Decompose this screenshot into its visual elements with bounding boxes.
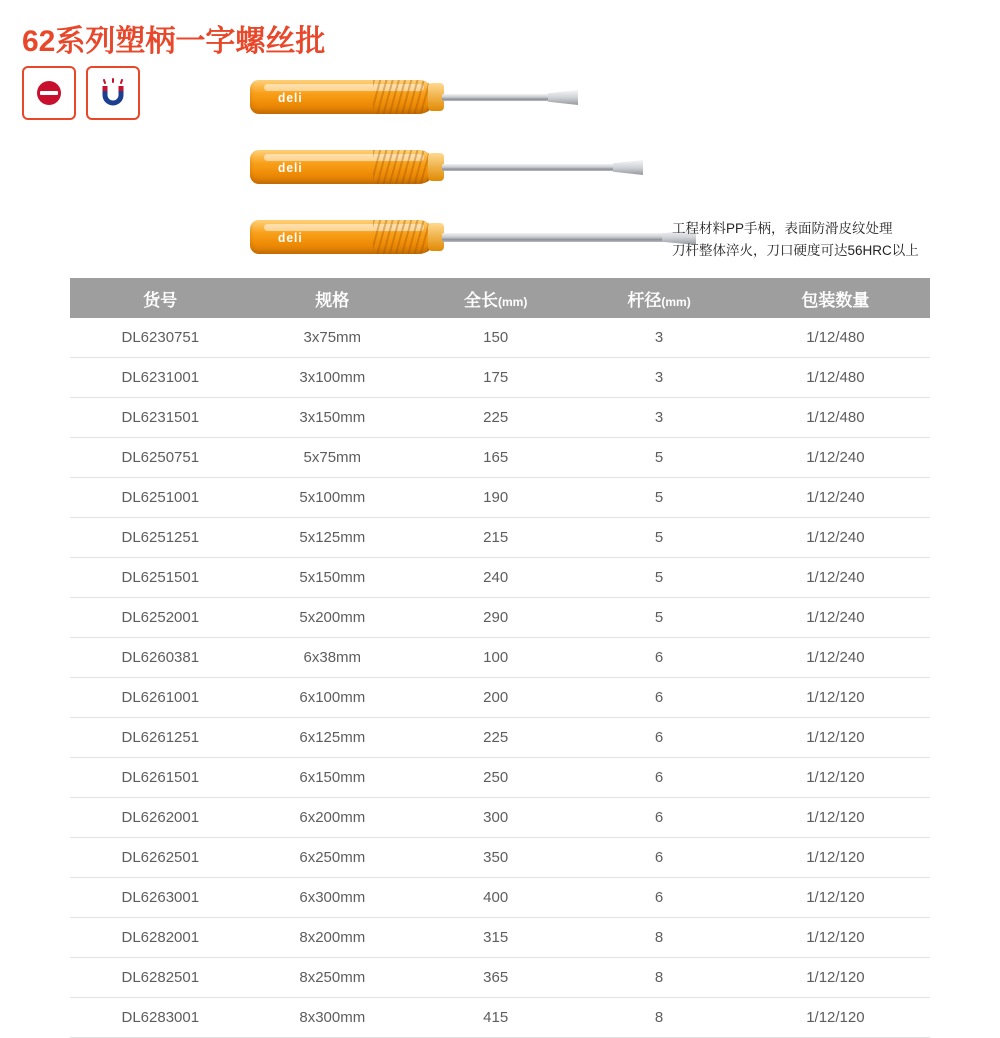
cell-specification: 3x75mm <box>251 318 414 358</box>
column-header-total-length: 全长(mm) <box>414 278 577 318</box>
cell-part-number: DL6262501 <box>70 838 251 878</box>
cell-total-length: 175 <box>414 358 577 398</box>
cell-package-quantity: 1/12/480 <box>741 398 930 438</box>
grip-texture <box>373 220 431 254</box>
cell-total-length: 225 <box>414 718 577 758</box>
column-header-shaft-diameter: 杆径(mm) <box>577 278 740 318</box>
table-row <box>70 758 930 798</box>
cell-specification: 6x250mm <box>251 838 414 878</box>
cell-package-quantity: 1/12/120 <box>741 998 930 1038</box>
cell-total-length: 200 <box>414 678 577 718</box>
cell-part-number: DL6261001 <box>70 678 251 718</box>
cell-shaft-diameter: 6 <box>577 718 740 758</box>
cell-part-number: DL6250751 <box>70 438 251 478</box>
cell-shaft-diameter: 3 <box>577 398 740 438</box>
cell-shaft-diameter: 6 <box>577 798 740 838</box>
handle <box>250 80 435 114</box>
cell-part-number: DL6231501 <box>70 398 251 438</box>
screwdriver-large <box>250 214 690 260</box>
handle <box>250 150 435 184</box>
cell-shaft-diameter: 8 <box>577 958 740 998</box>
grip-texture <box>373 150 431 184</box>
cell-package-quantity: 1/12/120 <box>741 838 930 878</box>
cell-specification: 6x300mm <box>251 878 414 918</box>
shaft <box>442 94 552 101</box>
cell-total-length: 290 <box>414 598 577 638</box>
brand-label: deli <box>278 160 303 176</box>
magnet-icon <box>97 77 129 109</box>
table-row <box>70 798 930 838</box>
cell-package-quantity: 1/12/120 <box>741 798 930 838</box>
table-row <box>70 998 930 1038</box>
cell-package-quantity: 1/12/240 <box>741 438 930 478</box>
cell-package-quantity: 1/12/240 <box>741 638 930 678</box>
cell-package-quantity: 1/12/120 <box>741 758 930 798</box>
cell-total-length: 400 <box>414 878 577 918</box>
cell-package-quantity: 1/12/120 <box>741 718 930 758</box>
spec-note-line-1: 工程材料PP手柄，表面防滑皮纹处理 <box>672 221 893 236</box>
table-body <box>70 318 930 1038</box>
cell-specification: 5x200mm <box>251 598 414 638</box>
table-row <box>70 358 930 398</box>
slotted-icon <box>34 78 64 108</box>
table-row <box>70 438 930 478</box>
table-row <box>70 638 930 678</box>
brand-label: deli <box>278 90 303 106</box>
cell-specification: 8x200mm <box>251 918 414 958</box>
screwdriver-small <box>250 74 570 120</box>
product-photo <box>230 60 700 260</box>
cell-specification: 5x100mm <box>251 478 414 518</box>
cell-shaft-diameter: 6 <box>577 638 740 678</box>
cell-part-number: DL6263001 <box>70 878 251 918</box>
table-row <box>70 598 930 638</box>
cell-total-length: 365 <box>414 958 577 998</box>
column-header-specification: 规格 <box>251 278 414 318</box>
cell-package-quantity: 1/12/480 <box>741 358 930 398</box>
table-row <box>70 558 930 598</box>
table-row <box>70 518 930 558</box>
cell-shaft-diameter: 3 <box>577 358 740 398</box>
handle <box>250 220 435 254</box>
cell-part-number: DL6251501 <box>70 558 251 598</box>
cell-shaft-diameter: 8 <box>577 918 740 958</box>
cell-shaft-diameter: 5 <box>577 598 740 638</box>
cell-part-number: DL6282001 <box>70 918 251 958</box>
screwdriver-medium <box>250 144 640 190</box>
table-row <box>70 718 930 758</box>
cell-total-length: 215 <box>414 518 577 558</box>
cell-part-number: DL6251251 <box>70 518 251 558</box>
tip <box>548 90 578 105</box>
cell-shaft-diameter: 5 <box>577 518 740 558</box>
table-header-row <box>70 278 930 318</box>
feature-badges <box>22 66 140 120</box>
cell-part-number: DL6282501 <box>70 958 251 998</box>
column-header-package-quantity: 包装数量 <box>741 278 930 318</box>
cell-package-quantity: 1/12/120 <box>741 958 930 998</box>
brand-label: deli <box>278 230 303 246</box>
column-header-part-number: 货号 <box>70 278 251 318</box>
table-row <box>70 918 930 958</box>
cell-package-quantity: 1/12/120 <box>741 918 930 958</box>
cell-part-number: DL6230751 <box>70 318 251 358</box>
cell-package-quantity: 1/12/120 <box>741 878 930 918</box>
table-row <box>70 398 930 438</box>
cell-shaft-diameter: 5 <box>577 478 740 518</box>
cell-total-length: 315 <box>414 918 577 958</box>
cell-shaft-diameter: 3 <box>577 318 740 358</box>
magnetic-badge <box>86 66 140 120</box>
spec-note-line-2: 刀杆整体淬火，刀口硬度可达56HRC以上 <box>672 243 919 258</box>
cell-part-number: DL6231001 <box>70 358 251 398</box>
cell-total-length: 240 <box>414 558 577 598</box>
cell-part-number: DL6261251 <box>70 718 251 758</box>
cell-package-quantity: 1/12/480 <box>741 318 930 358</box>
cell-specification: 5x75mm <box>251 438 414 478</box>
tip <box>613 160 643 175</box>
cell-specification: 6x125mm <box>251 718 414 758</box>
cell-package-quantity: 1/12/240 <box>741 478 930 518</box>
table-row <box>70 318 930 358</box>
cell-part-number: DL6283001 <box>70 998 251 1038</box>
cell-specification: 6x200mm <box>251 798 414 838</box>
cell-shaft-diameter: 5 <box>577 438 740 478</box>
spec-note <box>672 218 992 262</box>
table-row <box>70 958 930 998</box>
cell-specification: 8x300mm <box>251 998 414 1038</box>
cell-shaft-diameter: 8 <box>577 998 740 1038</box>
cell-total-length: 150 <box>414 318 577 358</box>
cell-shaft-diameter: 6 <box>577 838 740 878</box>
table-row <box>70 478 930 518</box>
cell-specification: 6x38mm <box>251 638 414 678</box>
cell-shaft-diameter: 6 <box>577 678 740 718</box>
cell-package-quantity: 1/12/240 <box>741 518 930 558</box>
cell-part-number: DL6261501 <box>70 758 251 798</box>
shaft <box>442 233 667 242</box>
spec-table-wrapper <box>70 278 930 1038</box>
cell-specification: 6x150mm <box>251 758 414 798</box>
table-header <box>70 278 930 318</box>
cell-specification: 6x100mm <box>251 678 414 718</box>
cell-shaft-diameter: 6 <box>577 878 740 918</box>
cell-total-length: 250 <box>414 758 577 798</box>
cell-specification: 5x150mm <box>251 558 414 598</box>
cell-part-number: DL6260381 <box>70 638 251 678</box>
spec-table <box>70 278 930 1038</box>
slotted-badge <box>22 66 76 120</box>
cell-package-quantity: 1/12/120 <box>741 678 930 718</box>
table-row <box>70 678 930 718</box>
cell-package-quantity: 1/12/240 <box>741 558 930 598</box>
cell-total-length: 190 <box>414 478 577 518</box>
cell-part-number: DL6262001 <box>70 798 251 838</box>
cell-part-number: DL6251001 <box>70 478 251 518</box>
cell-specification: 3x150mm <box>251 398 414 438</box>
cell-total-length: 415 <box>414 998 577 1038</box>
cell-total-length: 100 <box>414 638 577 678</box>
cell-shaft-diameter: 6 <box>577 758 740 798</box>
cell-specification: 5x125mm <box>251 518 414 558</box>
cell-total-length: 225 <box>414 398 577 438</box>
cell-specification: 3x100mm <box>251 358 414 398</box>
cell-part-number: DL6252001 <box>70 598 251 638</box>
cell-specification: 8x250mm <box>251 958 414 998</box>
table-row <box>70 838 930 878</box>
cell-total-length: 350 <box>414 838 577 878</box>
table-row <box>70 878 930 918</box>
page-title: 62系列塑柄一字螺丝批 <box>22 25 326 58</box>
shaft <box>442 164 617 171</box>
cell-shaft-diameter: 5 <box>577 558 740 598</box>
cell-package-quantity: 1/12/240 <box>741 598 930 638</box>
grip-texture <box>373 80 431 114</box>
cell-total-length: 165 <box>414 438 577 478</box>
cell-total-length: 300 <box>414 798 577 838</box>
